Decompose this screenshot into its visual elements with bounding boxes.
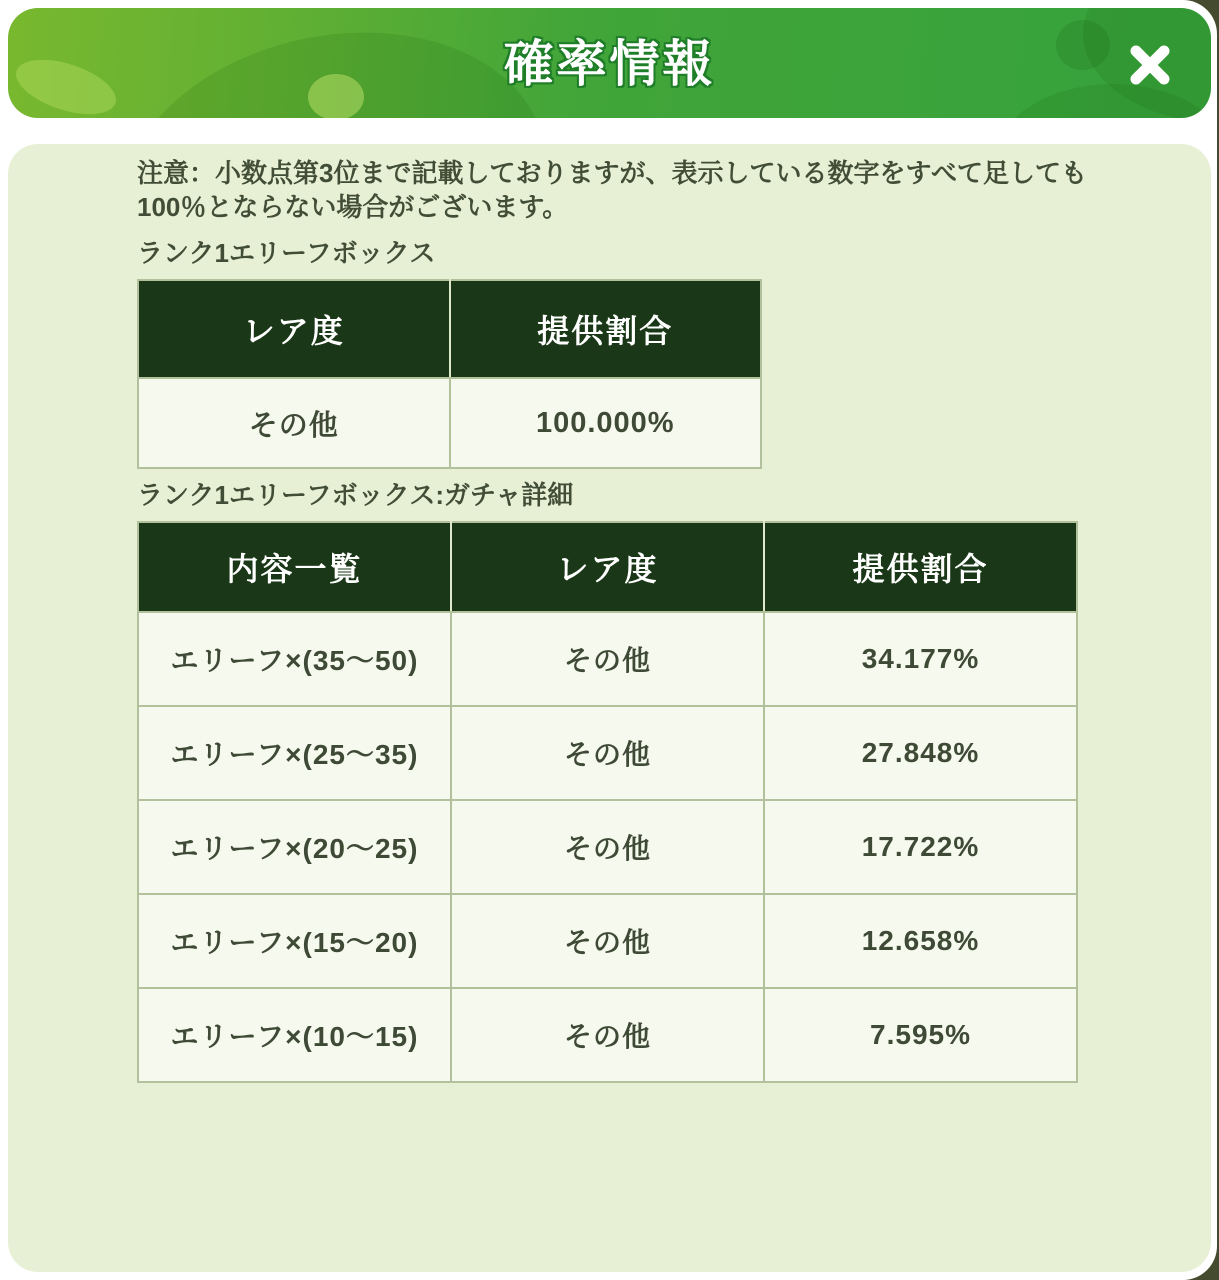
column-header: 提供割合 xyxy=(764,522,1077,612)
table-cell: エリーフ×(25〜35) xyxy=(138,706,451,800)
table-row xyxy=(138,706,1077,800)
disclaimer-note: 注意：小数点第3位まで記載しておりますが、表示している数字をすべて足しても100％とならない場合がございます。 xyxy=(137,158,1087,222)
table-cell: その他 xyxy=(451,800,764,894)
table-cell: その他 xyxy=(451,894,764,988)
table-cell: 34.177% xyxy=(764,612,1077,706)
column-header: レア度 xyxy=(138,280,450,378)
rate-summary-section xyxy=(137,233,1211,469)
column-header: 提供割合 xyxy=(450,280,762,378)
table-cell: エリーフ×(10〜15) xyxy=(138,988,451,1082)
close-button[interactable] xyxy=(1121,36,1179,94)
table-row xyxy=(138,612,1077,706)
table-cell: その他 xyxy=(451,612,764,706)
column-header: レア度 xyxy=(451,522,764,612)
modal-header xyxy=(8,8,1211,118)
table-cell: 100.000% xyxy=(450,378,762,468)
table-cell: 17.722% xyxy=(764,800,1077,894)
table-row xyxy=(138,378,761,468)
gacha-detail-label: ランク1エリーフボックス:ガチャ詳細 xyxy=(137,480,574,510)
table-cell: エリーフ×(35〜50) xyxy=(138,612,451,706)
modal-title: 確率情報 xyxy=(503,36,716,93)
table-cell: エリーフ×(20〜25) xyxy=(138,800,451,894)
gacha-detail-section xyxy=(137,475,1211,1083)
gacha-detail-table xyxy=(137,521,1078,1083)
table-cell: その他 xyxy=(451,706,764,800)
table-cell: エリーフ×(15〜20) xyxy=(138,894,451,988)
rate-summary-label: ランク1エリーフボックス xyxy=(137,238,436,268)
table-cell: 12.658% xyxy=(764,894,1077,988)
table-cell: その他 xyxy=(451,988,764,1082)
rate-summary-table xyxy=(137,279,762,469)
header-row xyxy=(138,280,761,378)
table-row xyxy=(138,894,1077,988)
header-row xyxy=(138,522,1077,612)
modal-body xyxy=(8,144,1211,1272)
table-cell: 7.595% xyxy=(764,988,1077,1082)
table-cell: 27.848% xyxy=(764,706,1077,800)
table-row xyxy=(138,988,1077,1082)
table-cell: その他 xyxy=(138,378,450,468)
table-row xyxy=(138,800,1077,894)
close-icon xyxy=(1121,36,1179,94)
column-header: 内容一覧 xyxy=(138,522,451,612)
